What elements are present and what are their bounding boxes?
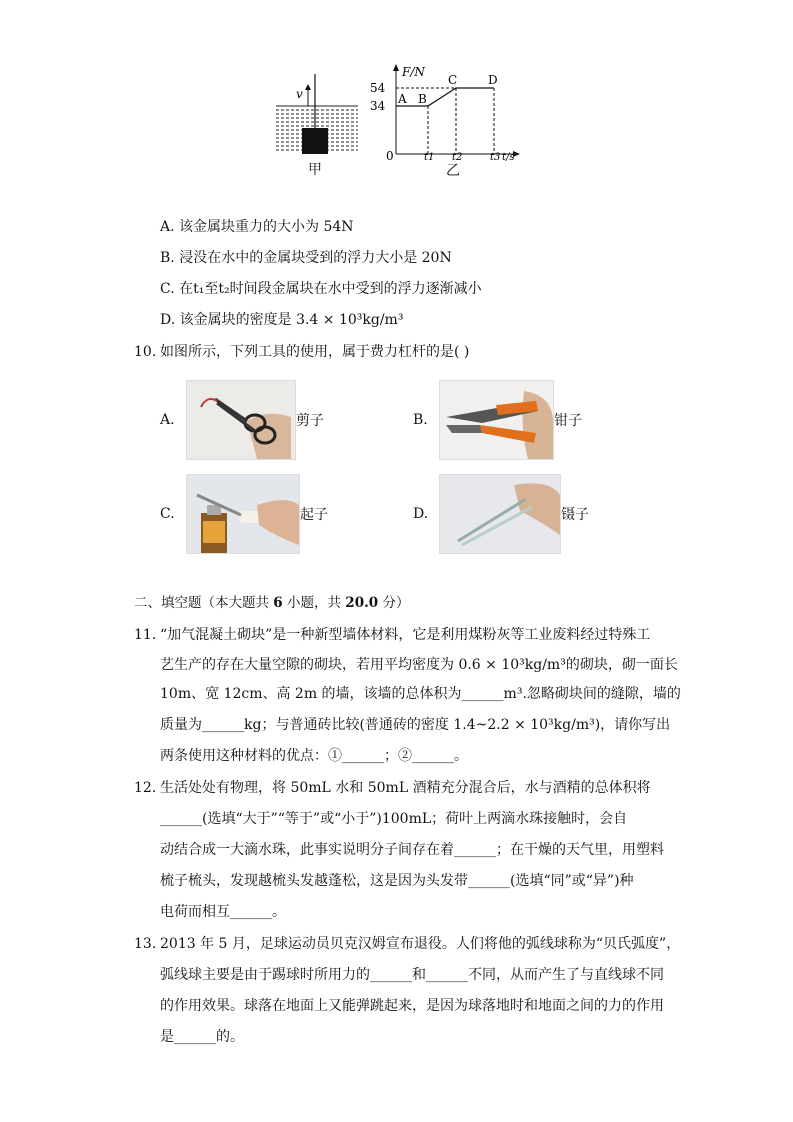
q13-line-3: 的作用效果。球落在地面上又能弹跳起来，是因为球落地时和地面之间的力的作用 (160, 998, 664, 1014)
tweezers-photo (439, 474, 561, 554)
point-a: A (398, 92, 407, 106)
q10-option-d-caption: 镊子 (561, 507, 589, 523)
q12-line-5: 电荷而相互______。 (160, 904, 286, 920)
force-time-graph (368, 62, 528, 162)
section-heading: 二、填空题（本大题共 6 小题，共 20.0 分） (134, 595, 410, 611)
q12-line-3: 动结合成一大滴水珠，此事实说明分子间存在着______；在干燥的天气里，用塑料 (160, 842, 664, 858)
q13-line-2: 弧线球主要是由于踢球时所用力的______和______不同，从而产生了与直线球不同 (160, 967, 664, 983)
q12-line-4: 梳子梳头，发现越梳头发越蓬松，这是因为头发带______(选填“同”或“异”)种 (160, 873, 634, 889)
tick-t1: t1 (424, 152, 435, 162)
q10-option-c-letter: C. (160, 506, 175, 522)
q11-number: 11. (134, 627, 157, 643)
point-d: D (488, 73, 498, 87)
q10-option-b-letter: B. (413, 412, 428, 428)
q13-line-4: 是______的。 (160, 1029, 244, 1045)
q10-option-d-letter: D. (413, 506, 429, 522)
scissors-photo (186, 380, 296, 460)
axis-x-label: t/s (502, 152, 515, 162)
q11-line-1: “加气混凝土砌块”是一种新型墙体材料，它是利用煤粉灰等工业废料经过特殊工 (160, 627, 651, 643)
jia-label: 甲 (308, 162, 322, 178)
yi-label: 乙 (446, 163, 460, 179)
q12-line-1: 生活处处有物理，将 50mL 水和 50mL 酒精充分混合后，水与酒精的总体积将 (160, 780, 651, 796)
tick-t3: t3 (490, 152, 501, 162)
origin-label: 0 (386, 149, 394, 162)
q12-line-2: ______(选填“大于”“等于”或“小于”)100mL；荷叶上两滴水珠接触时，会自 (160, 811, 628, 827)
figure-jia (272, 66, 362, 176)
q10-number: 10. (134, 344, 157, 360)
q9-option-b: B. 浸没在水中的金属块受到的浮力大小是 20N (160, 250, 452, 266)
q12-number: 12. (134, 780, 157, 796)
q13-line-1: 2013 年 5 月，足球运动员贝克汉姆宣布退役。人们将他的弧线球称为“贝氏弧度”， (160, 936, 681, 952)
pliers-photo (439, 380, 554, 460)
tick-t2: t2 (452, 152, 463, 162)
q9-option-c: C. 在t₁至t₂时间段金属块在水中受到的浮力逐渐减小 (160, 281, 482, 297)
q11-line-4: 质量为______kg；与普通砖比较(普通砖的密度 1.4~2.2 × 10³kg/m³)，请你写出 (160, 717, 671, 733)
q9-option-d: D. 该金属块的密度是 3.4 × 10³kg/m³ (160, 312, 404, 328)
q10-option-a-caption: 剪子 (296, 413, 324, 429)
q10-option-c-caption: 起子 (300, 507, 328, 523)
q10-text: 如图所示，下列工具的使用，属于费力杠杆的是( ) (160, 344, 470, 360)
q9-option-a: A. 该金属块重力的大小为 54N (160, 219, 354, 235)
q10-option-b-caption: 钳子 (554, 413, 582, 429)
point-c: C (448, 73, 458, 87)
point-b: B (418, 92, 427, 106)
tick-54: 54 (370, 81, 386, 95)
q11-line-2: 艺生产的存在大量空隙的砌块，若用平均密度为 0.6 × 10³kg/m³的砌块，砌一面长 (160, 657, 678, 673)
bottle-opener-photo (186, 474, 300, 554)
q13-number: 13. (134, 936, 157, 952)
v-label: v (296, 87, 303, 101)
q11-line-3: 10m、宽 12cm、高 2m 的墙，该墙的总体积为______m³.忽略砌块间的缝隙，墙的 (160, 686, 681, 702)
tick-34: 34 (370, 99, 386, 113)
figure-yi (368, 62, 528, 182)
q11-line-5: 两条使用这种材料的优点：①______；②______。 (160, 748, 468, 764)
q10-option-a-letter: A. (160, 412, 175, 428)
axis-y-label: F/N (402, 65, 425, 79)
